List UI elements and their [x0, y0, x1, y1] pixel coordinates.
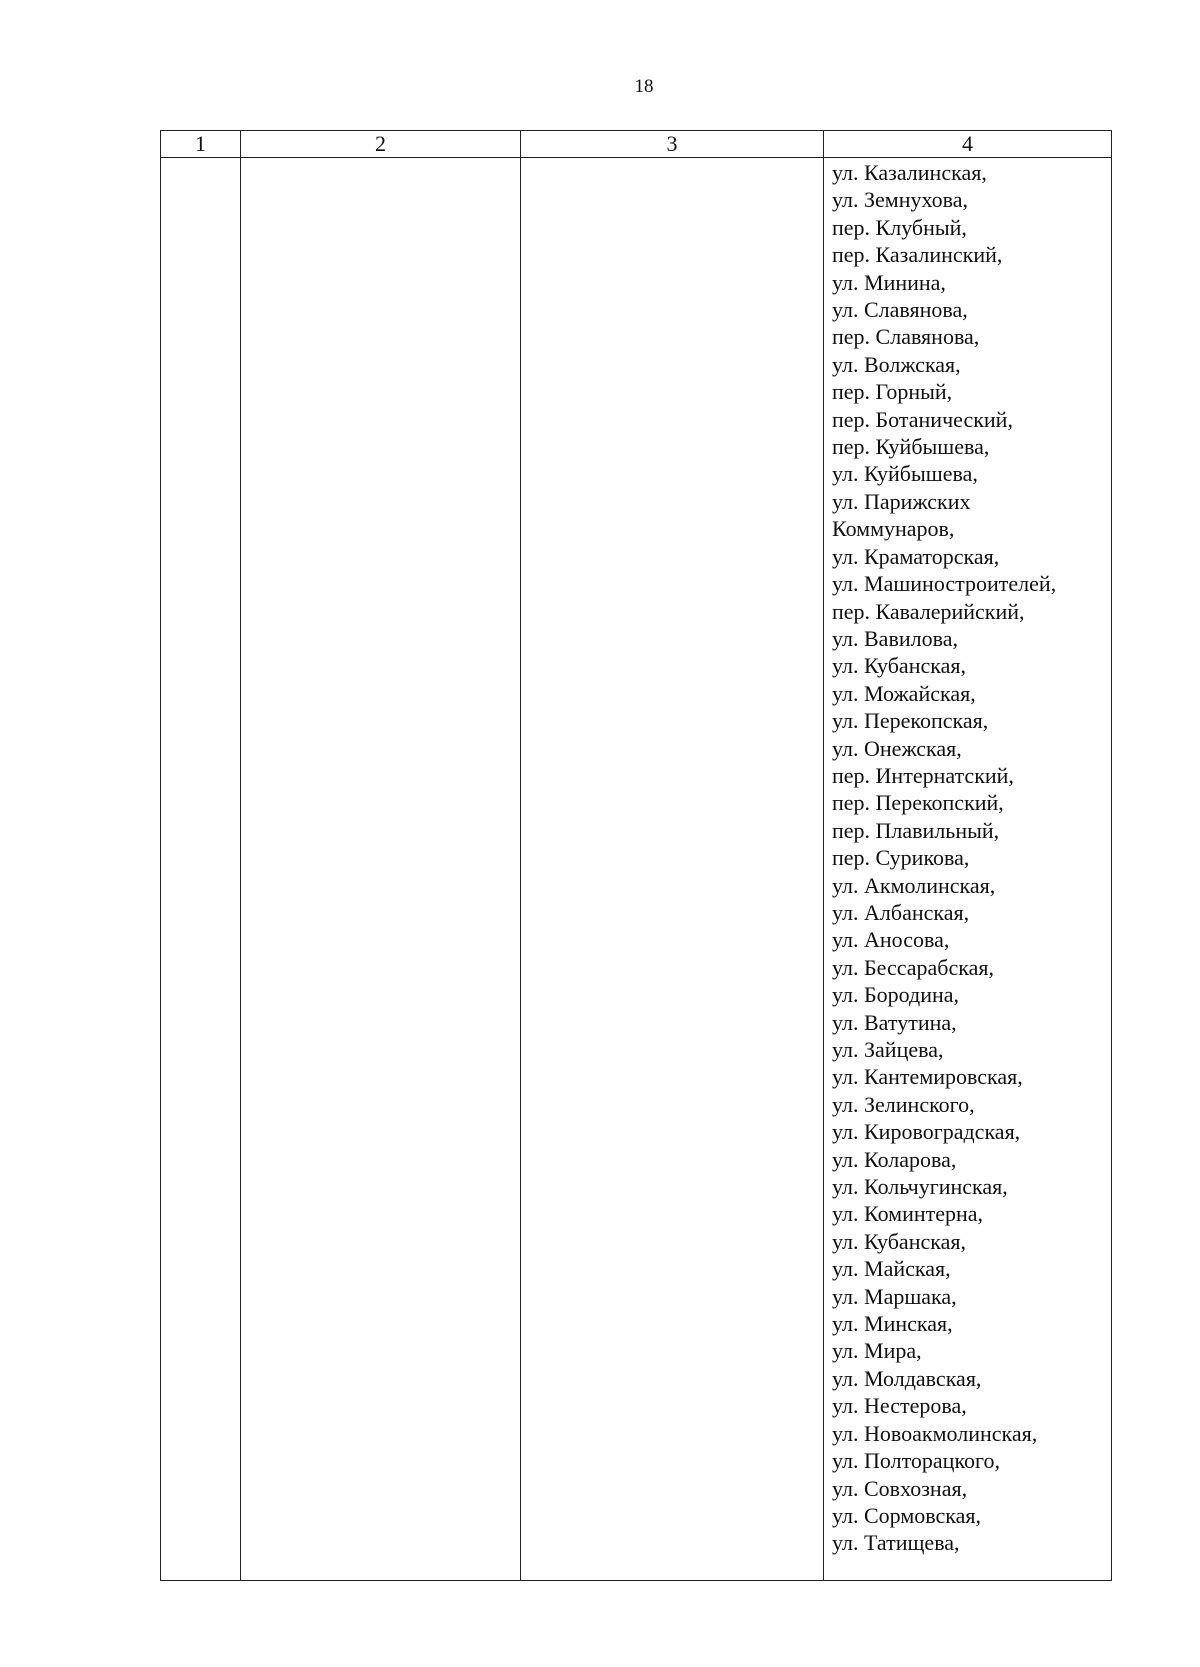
street-list-item: ул. Сормовская, — [832, 1502, 982, 1528]
street-list-item: ул. Кольчугинская, — [832, 1174, 1008, 1200]
street-list-item: ул. Коларова, — [832, 1146, 957, 1172]
cell-col-4 — [824, 158, 1112, 1581]
street-list-item: ул. Волжская, — [832, 351, 961, 377]
street-list-item: ул. Аносова, — [832, 927, 950, 953]
street-list-item: пер. Плавильный, — [832, 817, 1000, 843]
street-list-item: ул. Земнухова, — [832, 187, 969, 213]
street-list-item: ул. Новоакмолинская, — [832, 1420, 1038, 1446]
street-list-item: ул. Вавилова, — [832, 625, 958, 651]
street-list-item: ул. Зелинского, — [832, 1091, 975, 1117]
cell-col-3 — [521, 158, 824, 1581]
street-list-item: ул. Полторацкого, — [832, 1448, 1000, 1474]
street-list-item: ул. Бородина, — [832, 982, 960, 1008]
street-list-item: ул. Машиностроителей, — [832, 571, 1057, 597]
street-list-item: пер. Перекопский, — [832, 790, 1004, 816]
header-col-2: 2 — [241, 131, 521, 158]
street-list-item: ул. Минская, — [832, 1311, 953, 1337]
header-col-4: 4 — [824, 131, 1112, 158]
street-list-item: ул. Славянова, — [832, 297, 968, 323]
street-list-item: ул. Совхозная, — [832, 1475, 968, 1501]
street-list-item: ул. Онежская, — [832, 735, 962, 761]
cell-col-1 — [161, 158, 241, 1581]
street-list-item: ул. Перекопская, — [832, 708, 989, 734]
street-list-item: пер. Ботанический, — [832, 406, 1013, 432]
street-list-item: ул. Можайская, — [832, 680, 976, 706]
street-list-item: ул. Куйбышева, — [832, 461, 978, 487]
street-list-item: ул. Молдавская, — [832, 1365, 982, 1391]
street-list-item: пер. Горный, — [832, 379, 953, 405]
street-list-item: ул. Мира, — [832, 1338, 922, 1364]
streets-table — [160, 130, 1112, 1581]
street-list-item: ул. Бессарабская, — [832, 954, 994, 980]
street-list-item: пер. Клубный, — [832, 214, 967, 240]
header-col-3: 3 — [521, 131, 824, 158]
table-header-row — [161, 131, 1112, 158]
street-list-item: ул. Кубанская, — [832, 1228, 966, 1254]
street-list-item: ул. Майская, — [832, 1256, 951, 1282]
street-list-item: пер. Сурикова, — [832, 845, 970, 871]
street-list-item: ул. Кантемировская, — [832, 1064, 1023, 1090]
street-list-item: ул. Нестерова, — [832, 1393, 967, 1419]
street-list-item: ул. Кубанская, — [832, 653, 966, 679]
street-list-item: Коммунаров, — [832, 516, 955, 542]
street-list-item: ул. Зайцева, — [832, 1037, 944, 1062]
street-list-item: ул. Акмолинская, — [832, 872, 996, 898]
page-number: 18 — [634, 76, 654, 97]
street-list-item: пер. Казалинский, — [832, 242, 1003, 268]
street-list-item: пер. Куйбышева, — [832, 434, 990, 460]
street-list-item: ул. Парижских — [832, 488, 971, 514]
street-list-item: ул. Коминтерна, — [832, 1201, 984, 1227]
table-row — [161, 158, 1112, 1581]
street-list-item: ул. Ватутина, — [832, 1009, 957, 1035]
street-list-item: ул. Казалинская, — [832, 160, 987, 185]
street-list-item: ул. Маршака, — [832, 1283, 957, 1309]
street-list-item: ул. Минина, — [832, 269, 946, 295]
cell-col-2 — [241, 158, 521, 1581]
street-list-item: ул. Албанская, — [832, 899, 970, 925]
header-col-1: 1 — [161, 131, 241, 158]
street-list-item: ул. Кировоградская, — [832, 1119, 1021, 1145]
street-list-item: пер. Интернатский, — [832, 762, 1014, 788]
street-list — [824, 158, 1111, 1557]
street-list-item: ул. Татищева, — [832, 1530, 960, 1556]
street-list-item: пер. Кавалерийский, — [832, 598, 1025, 624]
street-list-item: ул. Краматорская, — [832, 543, 1000, 569]
street-list-item: пер. Славянова, — [832, 324, 980, 350]
